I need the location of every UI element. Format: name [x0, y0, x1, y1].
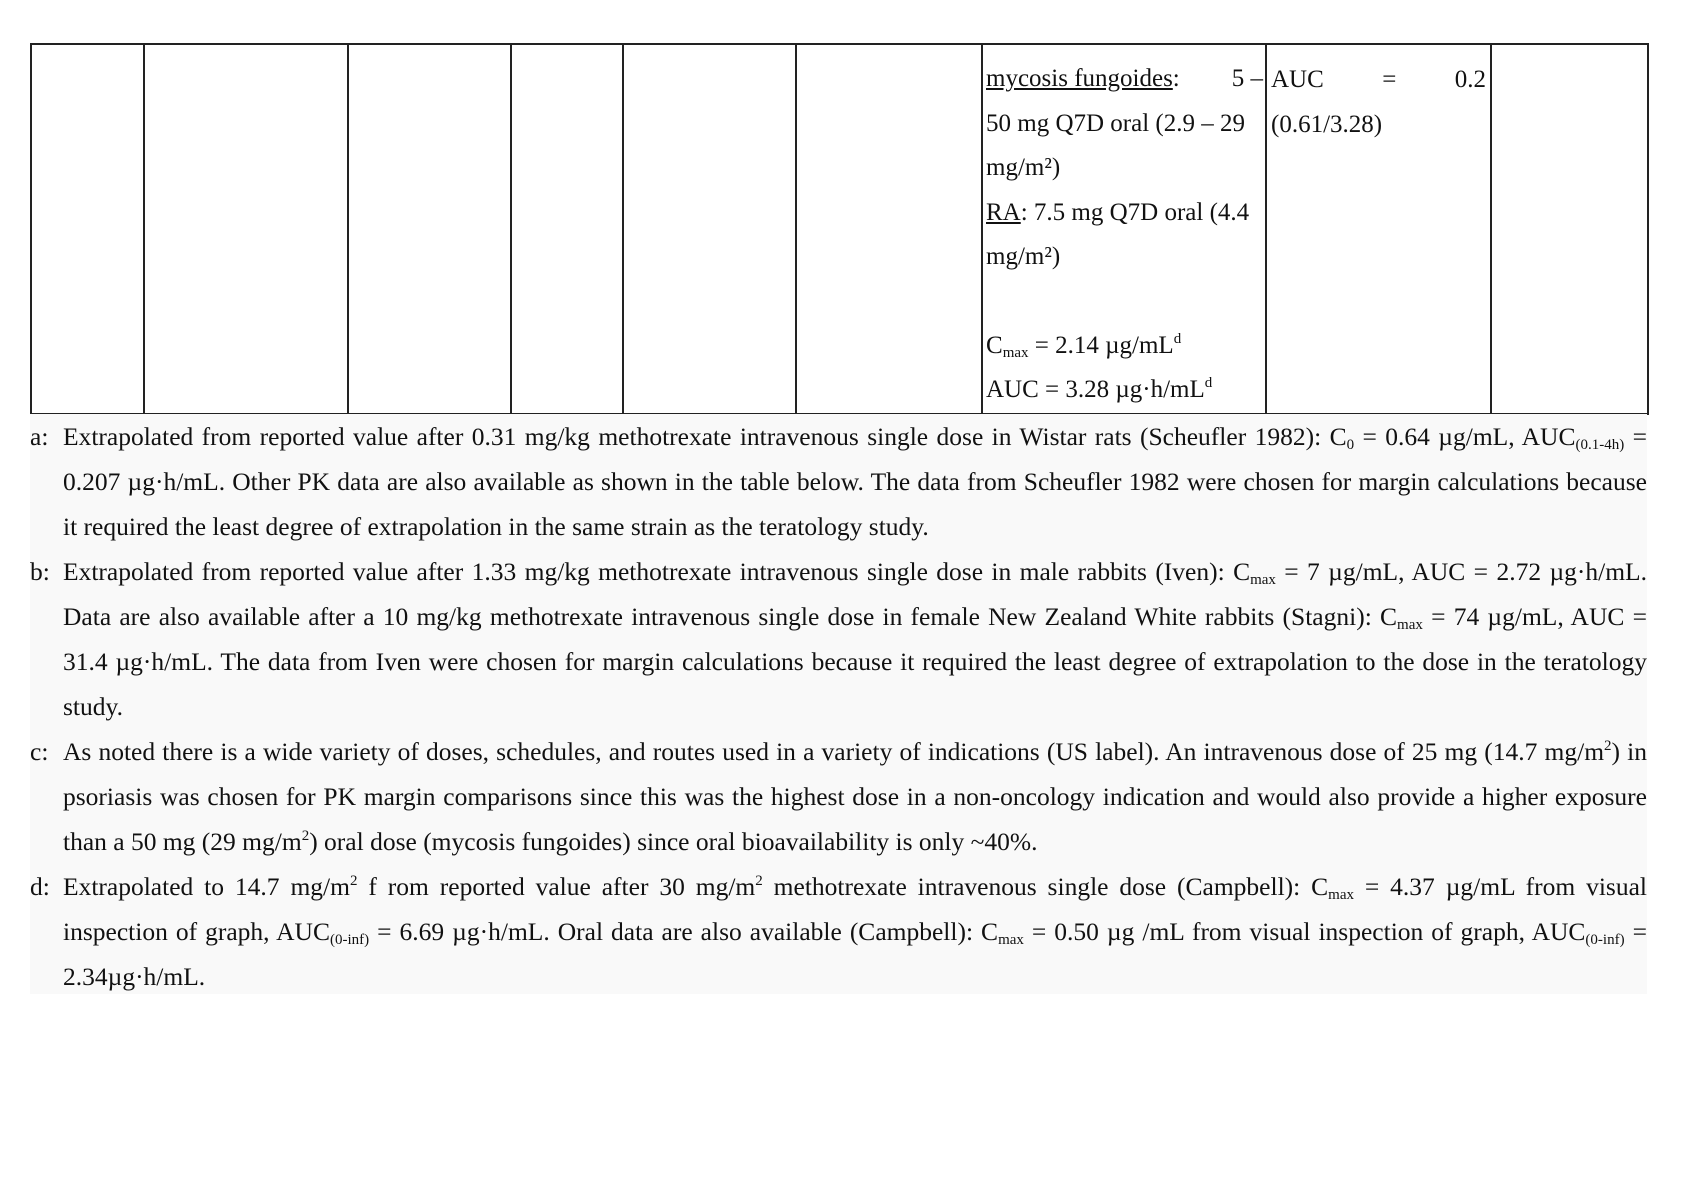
mycosis-label: mycosis fungoides — [986, 65, 1173, 92]
footnote-a — [30, 414, 1647, 549]
empty-cell-2 — [144, 44, 348, 414]
mycosis-dose-line: 50 mg Q7D oral (2.9 – 29 — [986, 109, 1245, 137]
empty-cell-1 — [31, 44, 144, 414]
footnote-c — [30, 729, 1647, 864]
auc-margin-label: AUC — [1271, 66, 1324, 93]
cmax-footnote-ref: d — [1173, 330, 1182, 347]
ra-value: : 7.5 mg Q7D oral (4.4 — [1020, 198, 1250, 226]
human-dose-cell — [982, 44, 1266, 414]
empty-cell-3 — [348, 44, 511, 414]
cmax-line — [986, 324, 1263, 369]
footnote-text: As noted there is a wide variety of doses, schedules, and routes used in a variety of indications (US label). An intravenous dose of 25 mg (14.7 $mg/m^2$) in psoriasis was chosen for PK margin comparisons since this was the highest dose in a non-oncology indication and would also provide a higher exposure than a 50 mg (29 $mg/m^2$) oral dose (mycosis fungoides) since oral bioavailability is only ~40%. — [63, 737, 1647, 856]
footnotes — [30, 414, 1647, 994]
cmax-value: = 2.14 µg/mL — [1028, 331, 1174, 359]
auc-margin-cell — [1266, 44, 1491, 414]
mycosis-line: mycosis fungoides: 5 – — [986, 57, 1263, 102]
footnote-text: Extrapolated to 14.7 $mg/m^2$ f rom reported value after 30 $mg/m^2$ methotrexate intravenous single dose (Campbell): $C_{max} = 4.37$ µg/mL from visual inspection of graph, $AUC_{(0-inf)} = 6.69$ µg·h/mL. Oral data are also available (Campbell): $C_{max} = 0.50$ µg /mL from visual inspection of graph, $AUC_{(0-inf)} = 2.34\mu g\cdot h/mL$. — [63, 872, 1647, 991]
footnote-text: Extrapolated from reported value after 1.33 mg/kg methotrexate intravenous single dose in male rabbits (Iven): $C_{max} = 7$ µg/mL, AUC = 2.72 µg·h/mL. Data are also available after a 10 mg/kg methotrexate intravenous single dose in female New Zealand White rabbits (Stagni): $C_{max} = 74$ µg/mL, AUC = 31.4 µg·h/mL. The data from Iven were chosen for margin calculations because it required the least degree of extrapolation to the dose in the teratology study. — [63, 557, 1647, 721]
empty-cell-9 — [1491, 44, 1648, 414]
auc-line — [986, 368, 1263, 413]
auc-margin-equals: = — [1382, 66, 1397, 93]
footnote-label: a: — [30, 422, 49, 451]
empty-cell-6 — [796, 44, 982, 414]
ra-line — [986, 191, 1263, 236]
table-row — [31, 44, 1648, 414]
spacer — [986, 280, 1263, 324]
auc-margin-ratio: (0.61/3.28) — [1271, 111, 1383, 138]
footnote-d — [30, 864, 1647, 999]
ra-unit-line: mg/m²) — [986, 243, 1061, 270]
cmax-subscript: max — [1002, 344, 1029, 361]
auc-margin-value: 0.2 — [1454, 66, 1486, 93]
mycosis-unit-line: mg/m²) — [986, 154, 1061, 181]
footnote-label: c: — [30, 737, 49, 766]
mycosis-value: 5 – — [1231, 65, 1263, 92]
auc-value: AUC = 3.28 µg·h/mL — [986, 376, 1205, 403]
ra-label: RA — [986, 198, 1021, 226]
auc-footnote-ref: d — [1204, 375, 1213, 391]
empty-cell-5 — [623, 44, 796, 414]
pk-margin-table — [30, 43, 1649, 415]
footnote-label: b: — [30, 557, 50, 586]
auc-margin-line — [1271, 57, 1486, 102]
cmax-symbol: C — [986, 331, 1003, 359]
footnote-text: Extrapolated from reported value after 0.31 mg/kg methotrexate intravenous single dose in Wistar rats (Scheufler 1982): $C_0 = 0.64$ µg/mL, $AUC_{(0.1-4h)} = 0.207$ µg·h/mL. Other PK data are also available as shown in the table below. The data from Scheufler 1982 were chosen for margin calculations because it required the least degree of extrapolation in the same strain as the teratology study. — [63, 422, 1647, 541]
footnote-b — [30, 549, 1647, 729]
empty-cell-4 — [511, 44, 623, 414]
footnote-label: d: — [30, 872, 50, 901]
